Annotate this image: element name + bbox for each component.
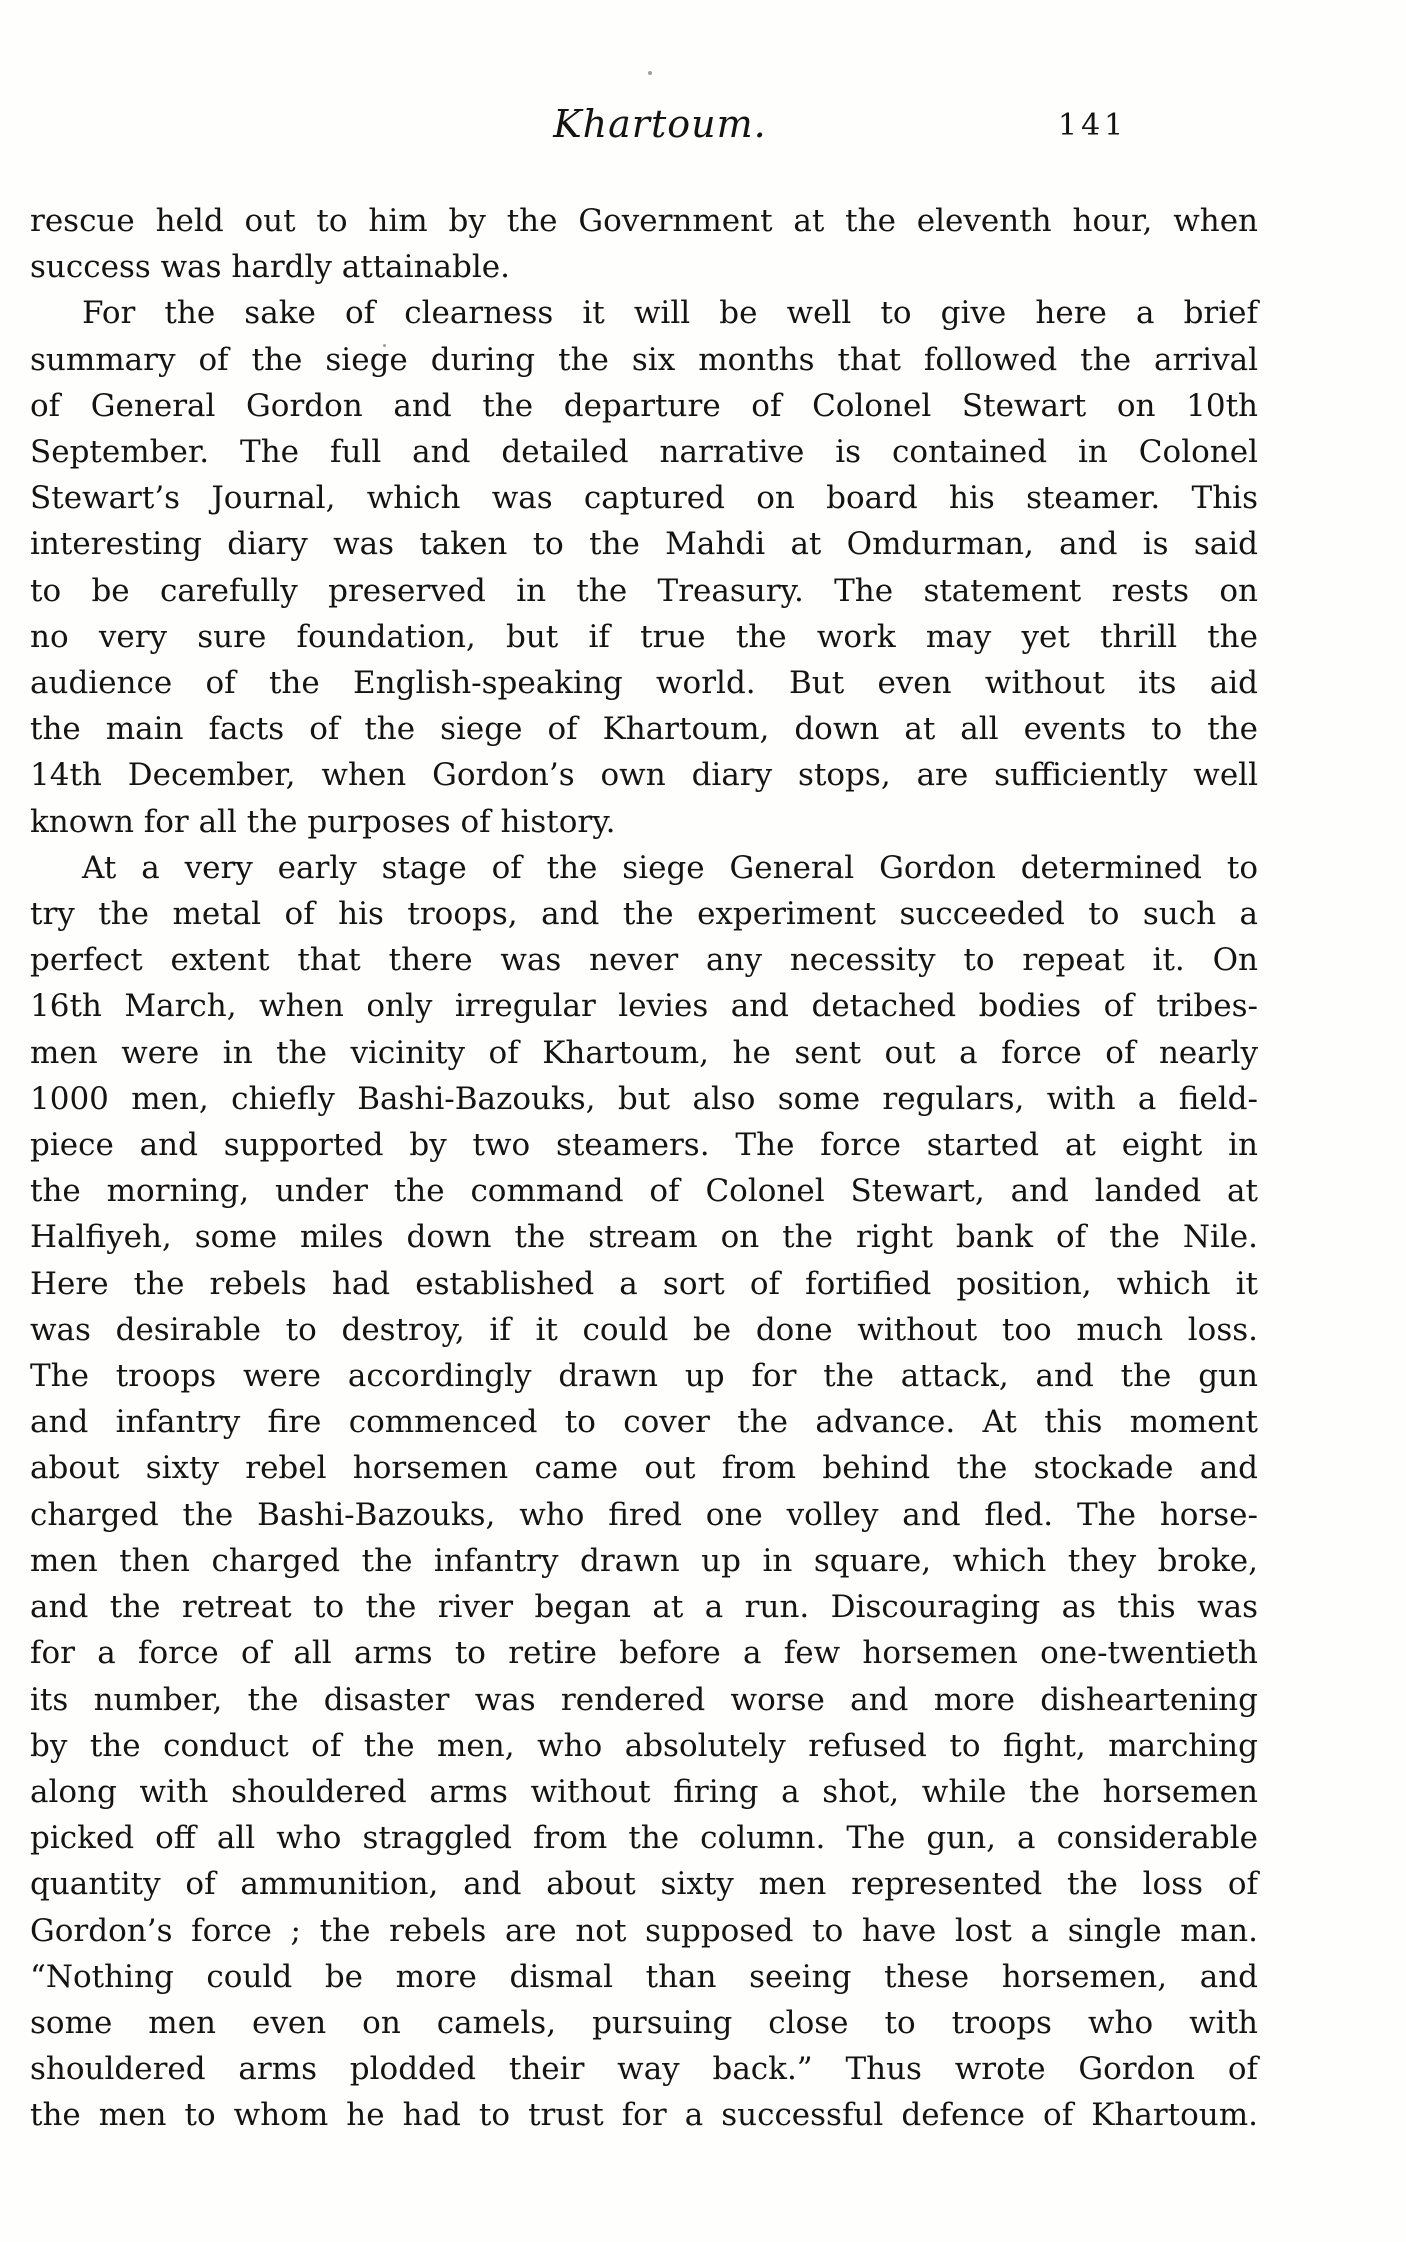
text-line: about sixty rebel horsemen came out from behind the stockade and [30, 1450, 1258, 1487]
text-line: 1000 men, chiefly Bashi-Bazouks, but also some regulars, with a field- [30, 1080, 1258, 1117]
scan-speck [648, 71, 652, 75]
text-line: The troops were accordingly drawn up for the attack, and the gun [30, 1358, 1258, 1395]
text-line: and infantry fire commenced to cover the advance. At this moment [30, 1404, 1258, 1441]
text-line: piece and supported by two steamers. The force started at eight in [30, 1127, 1258, 1164]
text-line: men then charged the infantry drawn up in square, which they broke, [30, 1542, 1258, 1579]
text-line: perfect extent that there was never any necessity to repeat it. On [30, 942, 1258, 979]
text-line: its number, the disaster was rendered worse and more disheartening [30, 1681, 1258, 1718]
text-line: for a force of all arms to retire before a few horsemen one-twentieth [30, 1635, 1258, 1672]
text-line: summary of the siege during the six months that followed the arrival [30, 341, 1258, 378]
text-line: was desirable to destroy, if it could be done without too much loss. [30, 1311, 1258, 1348]
page-number: 141 [1058, 108, 1128, 143]
text-line: Stewart’s Journal, which was captured on board his steamer. This [30, 480, 1258, 517]
text-line: 14th December, when Gordon’s own diary stops, are sufficiently well [30, 757, 1258, 794]
text-line: along with shouldered arms without firing a shot, while the horsemen [30, 1773, 1258, 1810]
text-line: audience of the English-speaking world. But even without its aid [30, 665, 1258, 702]
running-title: Khartoum. [553, 102, 767, 146]
text-line: try the metal of his troops, and the experiment succeeded to such a [30, 896, 1258, 933]
text-line: the morning, under the command of Colonel Stewart, and landed at [30, 1173, 1258, 1210]
text-line: quantity of ammunition, and about sixty men represented the loss of [30, 1866, 1258, 1903]
text-line: Here the rebels had established a sort of fortified position, which it [30, 1265, 1258, 1302]
text-line: At a very early stage of the siege General Gordon determined to [82, 849, 1258, 886]
text-line: the main facts of the siege of Khartoum, down at all events to the [30, 711, 1258, 748]
text-line: September. The full and detailed narrative is contained in Colonel [30, 434, 1258, 471]
paragraph [30, 290, 1258, 844]
text-line: men were in the vicinity of Khartoum, he sent out a force of nearly [30, 1034, 1258, 1071]
text-line: of General Gordon and the departure of Colonel Stewart on 10th [30, 387, 1258, 424]
text-line: no very sure foundation, but if true the work may yet thrill the [30, 618, 1258, 655]
text-line: some men even on camels, pursuing close to troops who with [30, 2004, 1258, 2041]
text-line: success was hardly attainable. [30, 249, 510, 286]
paragraph [30, 845, 1258, 2139]
text-line: the men to whom he had to trust for a successful defence of Khartoum. [30, 2097, 1258, 2134]
text-line: “Nothing could be more dismal than seeing these horsemen, and [30, 1958, 1258, 1995]
text-line: rescue held out to him by the Government at the eleventh hour, when [30, 203, 1258, 239]
text-line: Gordon’s force ; the rebels are not supposed to have lost a single man. [30, 1912, 1258, 1949]
text-line: to be carefully preserved in the Treasury. The statement rests on [30, 572, 1258, 609]
text-line: and the retreat to the river began at a run. Discouraging as this was [30, 1589, 1258, 1626]
text-line: charged the Bashi-Bazouks, who fired one volley and fled. The horse- [30, 1496, 1258, 1533]
text-line: known for all the purposes of history. [30, 803, 616, 840]
text-line: interesting diary was taken to the Mahdi at Omdurman, and is said [30, 526, 1258, 563]
text-line: by the conduct of the men, who absolutely refused to fight, marching [30, 1727, 1258, 1764]
text-line: 16th March, when only irregular levies and detached bodies of tribes- [30, 988, 1258, 1025]
text-line: Halfiyeh, some miles down the stream on the right bank of the Nile. [30, 1219, 1258, 1256]
paragraph [30, 198, 1258, 290]
body-text [30, 198, 1258, 2139]
text-line: shouldered arms plodded their way back.” Thus wrote Gordon of [30, 2051, 1258, 2088]
text-line: picked off all who straggled from the column. The gun, a considerable [30, 1820, 1258, 1857]
text-line: For the sake of clearness it will be well to give here a brief [82, 295, 1258, 332]
